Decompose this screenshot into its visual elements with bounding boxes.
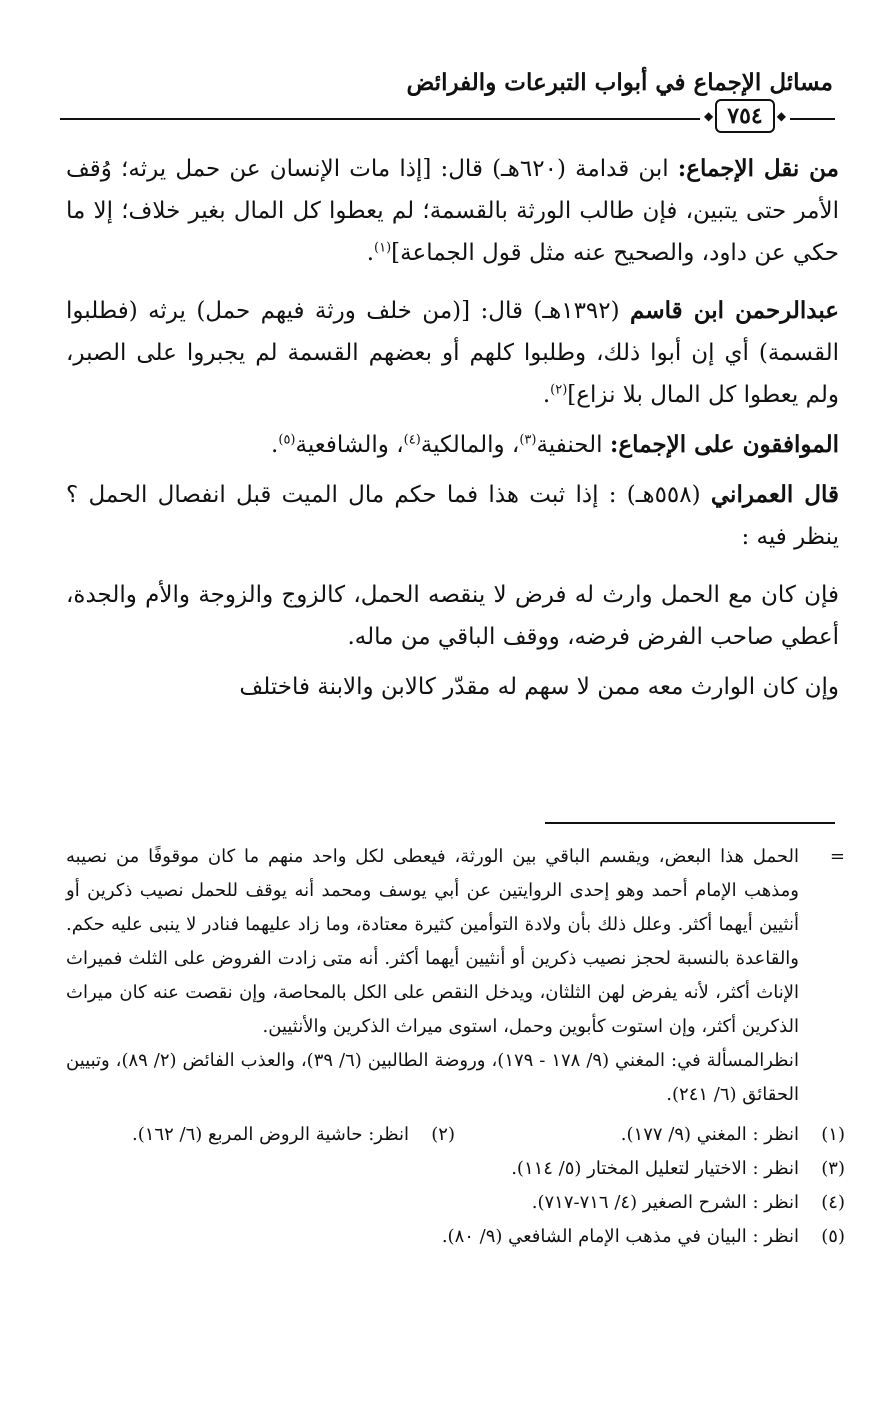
footnote-number: (٤) xyxy=(821,1192,845,1213)
footnote-text: انظر: حاشية الروض المربع (٦/ ١٦٢). xyxy=(132,1124,409,1145)
continuation-text: الحمل هذا البعض، ويقسم الباقي بين الورثة، فيعطى لكل واحد منهم ما كان موقوفًا من نصيبه ومذهب الإمام أحمد وهو إحدى الروايتين عن أبي يوسف ومحمد أنه يوقف للحمل نصيب ذكرين أو أنثيين أيهما أكثر. وعلل ذلك بأن ولادة التوأمين كثيرة معتادة، وما زاد عليهما فنادر لا ينبى عليه حكم. والقاعدة بالنسبة لحجز نصيب ذكرين أو أنثيين أيهما أكثر. أنه متى زادت الفروض على الثلث فميراث الإناث أكثر، لأنه يفرض لهن الثلثان، ويدخل النقص على الكل بالمحاصة، وإن نقصت عنه كان ميراث الذكرين أكثر، وإن استوت كأبوين وحمل، استوى ميراث الذكرين والأنثيين. xyxy=(66,846,799,1037)
paragraph-ibn-qasim: عبدالرحمن ابن قاسم (١٣٩٢هـ) قال: [(من خلف ورثة فيهم حمل) يرثه (فطلبوا القسمة) أي إن أبوا ذلك، وطلبوا كلهم أو بعضهم القسمة لم يجبروا على الصبر، ولم يعطوا كل المال بلا نزاع]$^{(٢)}$. xyxy=(66,297,839,408)
footnote-text: انظر : الاختيار لتعليل المختار (٥/ ١١٤). xyxy=(511,1158,799,1179)
ornament-left-icon: ◆ xyxy=(704,109,714,123)
paragraph-lead: من نقل الإجماع: xyxy=(677,155,839,182)
paragraph-text: الحنفية xyxy=(536,432,610,458)
paragraph-lead: قال العمراني xyxy=(710,481,839,508)
footnote-number: (٥) xyxy=(821,1226,845,1247)
page-number: ٧٥٤ xyxy=(715,99,774,133)
page-number-badge xyxy=(700,98,790,134)
footnote-number: (٣) xyxy=(821,1158,845,1179)
main-text xyxy=(66,148,839,708)
paragraph-end: . xyxy=(271,432,279,458)
footnote-ref: (٣) xyxy=(519,432,537,448)
paragraph-text: (١٣٩٢هـ) قال: [(من خلف ورثة فيهم حمل) يرثه (فطلبوا القسمة) أي إن أبوا ذلك، وطلبوا كلهم أو بعضهم القسمة لم يجبروا على الصبر، ولم يعطوا كل المال بلا نزاع] xyxy=(66,298,839,408)
continuation-mark: = xyxy=(829,846,845,867)
footnote-rule xyxy=(545,822,835,824)
footnote-number: (٢) xyxy=(431,1124,455,1145)
footnote-item xyxy=(66,1186,845,1220)
paragraph-text: ابن قدامة (٦٢٠هـ) قال: [إذا مات الإنسان عن حمل يرثه؛ وُقف الأمر حتى يتبين، فإن طالب الورثة بالقسمة؛ لم يعطوا كل المال بغير خلاف؛ إلا ما حكي عن داود، والصحيح عنه مثل قول الجماعة] xyxy=(66,156,839,266)
footnotes xyxy=(66,840,845,1254)
paragraph-non-fard-heir: وإن كان الوارث معه ممن لا سهم له مقدّر كالابن والابنة فاختلف xyxy=(239,674,839,700)
paragraph-text: (٥٥٨هـ) : إذا ثبت هذا فما حكم مال الميت قبل انفصال الحمل ؟ ينظر فيه : xyxy=(66,482,839,550)
footnote-ref: (٤) xyxy=(403,432,421,448)
footnote-number: (١) xyxy=(821,1124,845,1145)
footnote-item xyxy=(66,1220,845,1254)
paragraph-text: ، والشافعية xyxy=(295,432,404,458)
paragraph-agreeing xyxy=(66,424,839,466)
footnote-item xyxy=(66,1152,845,1186)
footnote-item xyxy=(132,1118,455,1152)
footnote-ref: (١) xyxy=(374,240,392,256)
paragraph-lead: الموافقون على الإجماع: xyxy=(609,431,839,458)
running-title: مسائل الإجماع في أبواب التبرعات والفرائض xyxy=(406,69,833,96)
footnote-item xyxy=(455,1118,845,1152)
paragraph-fard-heir: فإن كان مع الحمل وارث له فرض لا ينقصه الحمل، كالزوج والزوجة والأم والجدة، أعطي صاحب الفرض فرضه، ووقف الباقي من ماله. xyxy=(66,582,839,650)
paragraph-ibn-qudama: من نقل الإجماع: ابن قدامة (٦٢٠هـ) قال: [إذا مات الإنسان عن حمل يرثه؛ وُقف الأمر حتى يتبين، فإن طالب الورثة بالقسمة؛ لم يعطوا كل المال بغير خلاف؛ إلا ما حكي عن داود، والصحيح عنه مثل قول الجماعة]$^{(١)}$. xyxy=(66,155,839,266)
footnote-text: انظر : الشرح الصغير (٤/ ٧١٦-٧١٧). xyxy=(531,1192,799,1213)
ornament-right-icon: ◆ xyxy=(776,109,786,123)
footnote-list xyxy=(66,1118,845,1254)
paragraph-lead: عبدالرحمن ابن قاسم xyxy=(630,297,839,324)
footnote-ref: (٥) xyxy=(278,432,296,448)
footnote-ref: (٢) xyxy=(550,382,568,398)
footnote-references: انظرالمسألة في: المغني (٩/ ١٧٨ - ١٧٩)، وروضة الطالبين (٦/ ٣٩)، والعذب الفائض (٢/ ٨٩)، وتبيين الحقائق (٦/ ٢٤١). xyxy=(66,1050,799,1105)
paragraph-text: ، والمالكية xyxy=(420,432,520,458)
footnote-continuation xyxy=(66,840,845,1044)
footnote-text: انظر : البيان في مذهب الإمام الشافعي (٩/ ٨٠). xyxy=(441,1226,799,1247)
footnote-row xyxy=(66,1118,845,1152)
footnote-text: انظر : المغني (٩/ ١٧٧). xyxy=(620,1124,799,1145)
paragraph-imrani xyxy=(66,474,839,558)
